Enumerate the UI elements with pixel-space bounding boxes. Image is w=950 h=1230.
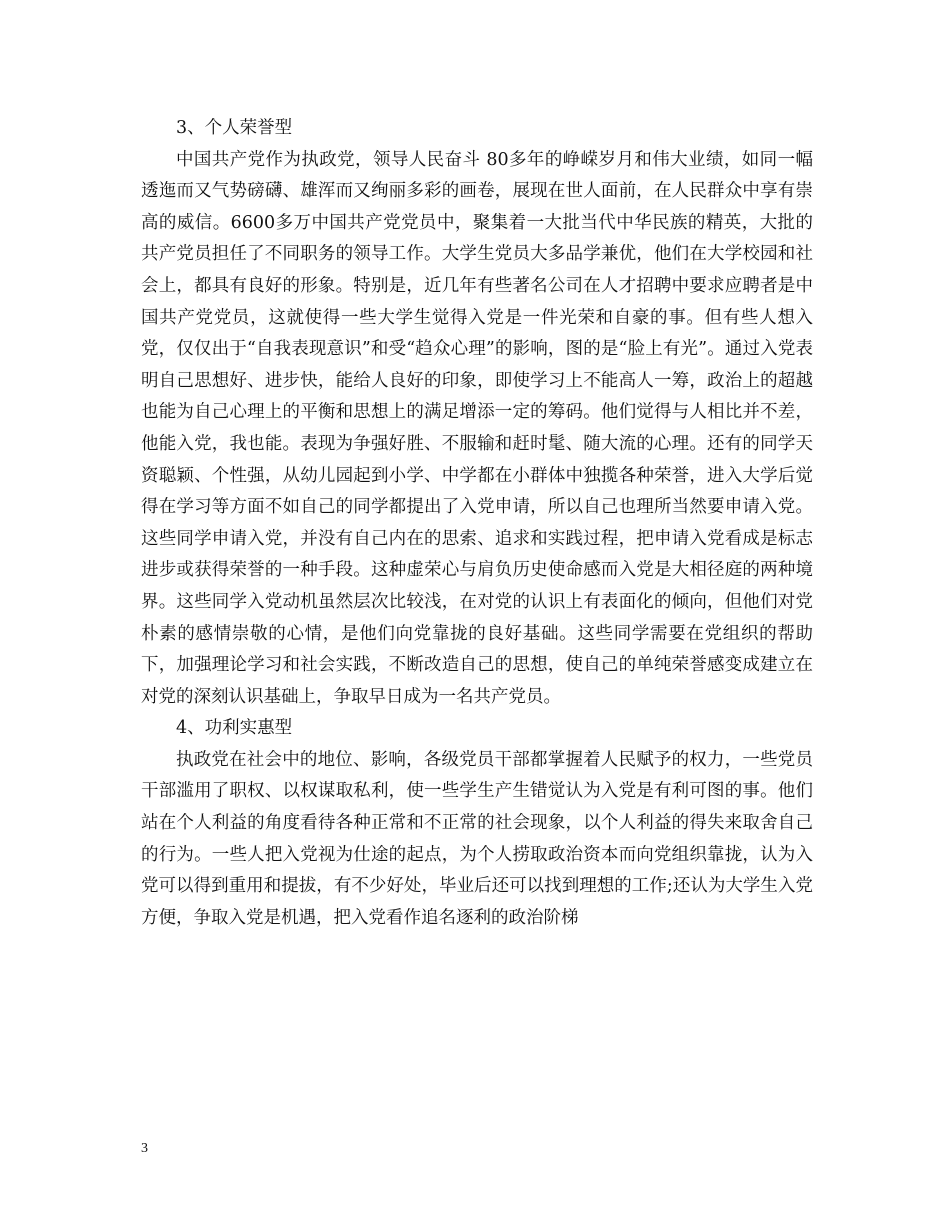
- section-heading-utilitarian: 4、功利实惠型: [176, 718, 293, 739]
- page-number: 3: [141, 1141, 148, 1156]
- section-heading-personal-honor: 3、个人荣誉型: [176, 118, 293, 138]
- document-body: [141, 113, 813, 934]
- body-paragraph-personal-honor: 中国共产党作为执政党，领导人民奋斗 80多年的峥嵘岁月和伟大业绩，如同一幅透迤而又气势磅礴、雄浑而又绚丽多彩的画卷，展现在世人面前，在人民群众中享有崇高的威信。6600多万中国共产党党员中，聚集着一大批当代中华民族的精英，大批的共产党员担任了不同职务的领导工作。大学生党员大多品学兼优，他们在大学校园和社会上，都具有良好的形象。特别是，近几年有些著名公司在人才招聘中要求应聘者是中国共产党党员，这就使得一些大学生觉得入党是一件光荣和自豪的事。但有些人想入党，仅仅出于“自我表现意识”和受“趋众心理”的影响，图的是“脸上有光”。通过入党表明自己思想好、进步快，能给人良好的印象，即使学习上不能高人一筹，政治上的超越也能为自己心理上的平衡和思想上的满足增添一定的筹码。他们觉得与人相比并不差，他能入党，我也能。表现为争强好胜、不服输和赶时髦、随大流的心理。还有的同学天资聪颖、个性强，从幼儿园起到小学、中学都在小群体中独揽各种荣誉，进入大学后觉得在学习等方面不如自己的同学都提出了入党申请，所以自己也理所当然要申请入党。这些同学申请入党，并没有自己内在的思索、追求和实践过程，把申请入党看成是标志进步或获得荣誉的一种手段。这种虚荣心与肩负历史使命感而入党是大相径庭的两种境界。这些同学入党动机虽然层次比较浅，在对党的认识上有表面化的倾向，但他们对党朴素的感情崇敬的心情，是他们向党靠拢的良好基础。这些同学需要在党组织的帮助下，加强理论学习和社会实践，不断改造自己的思想，使自己的单纯荣誉感变成建立在对党的深刻认识基础上，争取早日成为一名共产党员。: [141, 149, 813, 707]
- body-paragraph-utilitarian: 执政党在社会中的地位、影响，各级党员干部都掌握着人民赋予的权力，一些党员干部滥用了职权、以权谋取私利，使一些学生产生错觉认为入党是有利可图的事。他们站在个人利益的角度看待各种正常和不正常的社会现象，以个人利益的得失来取舍自己的行为。一些人把入党视为仕途的起点，为个人捞取政治资本而向党组织靠拢，认为入党可以得到重用和提拔，有不少好处，毕业后还可以找到理想的工作;还认为大学生入党方便，争取入党是机遇，把入党看作追名逐利的政治阶梯: [141, 749, 813, 928]
